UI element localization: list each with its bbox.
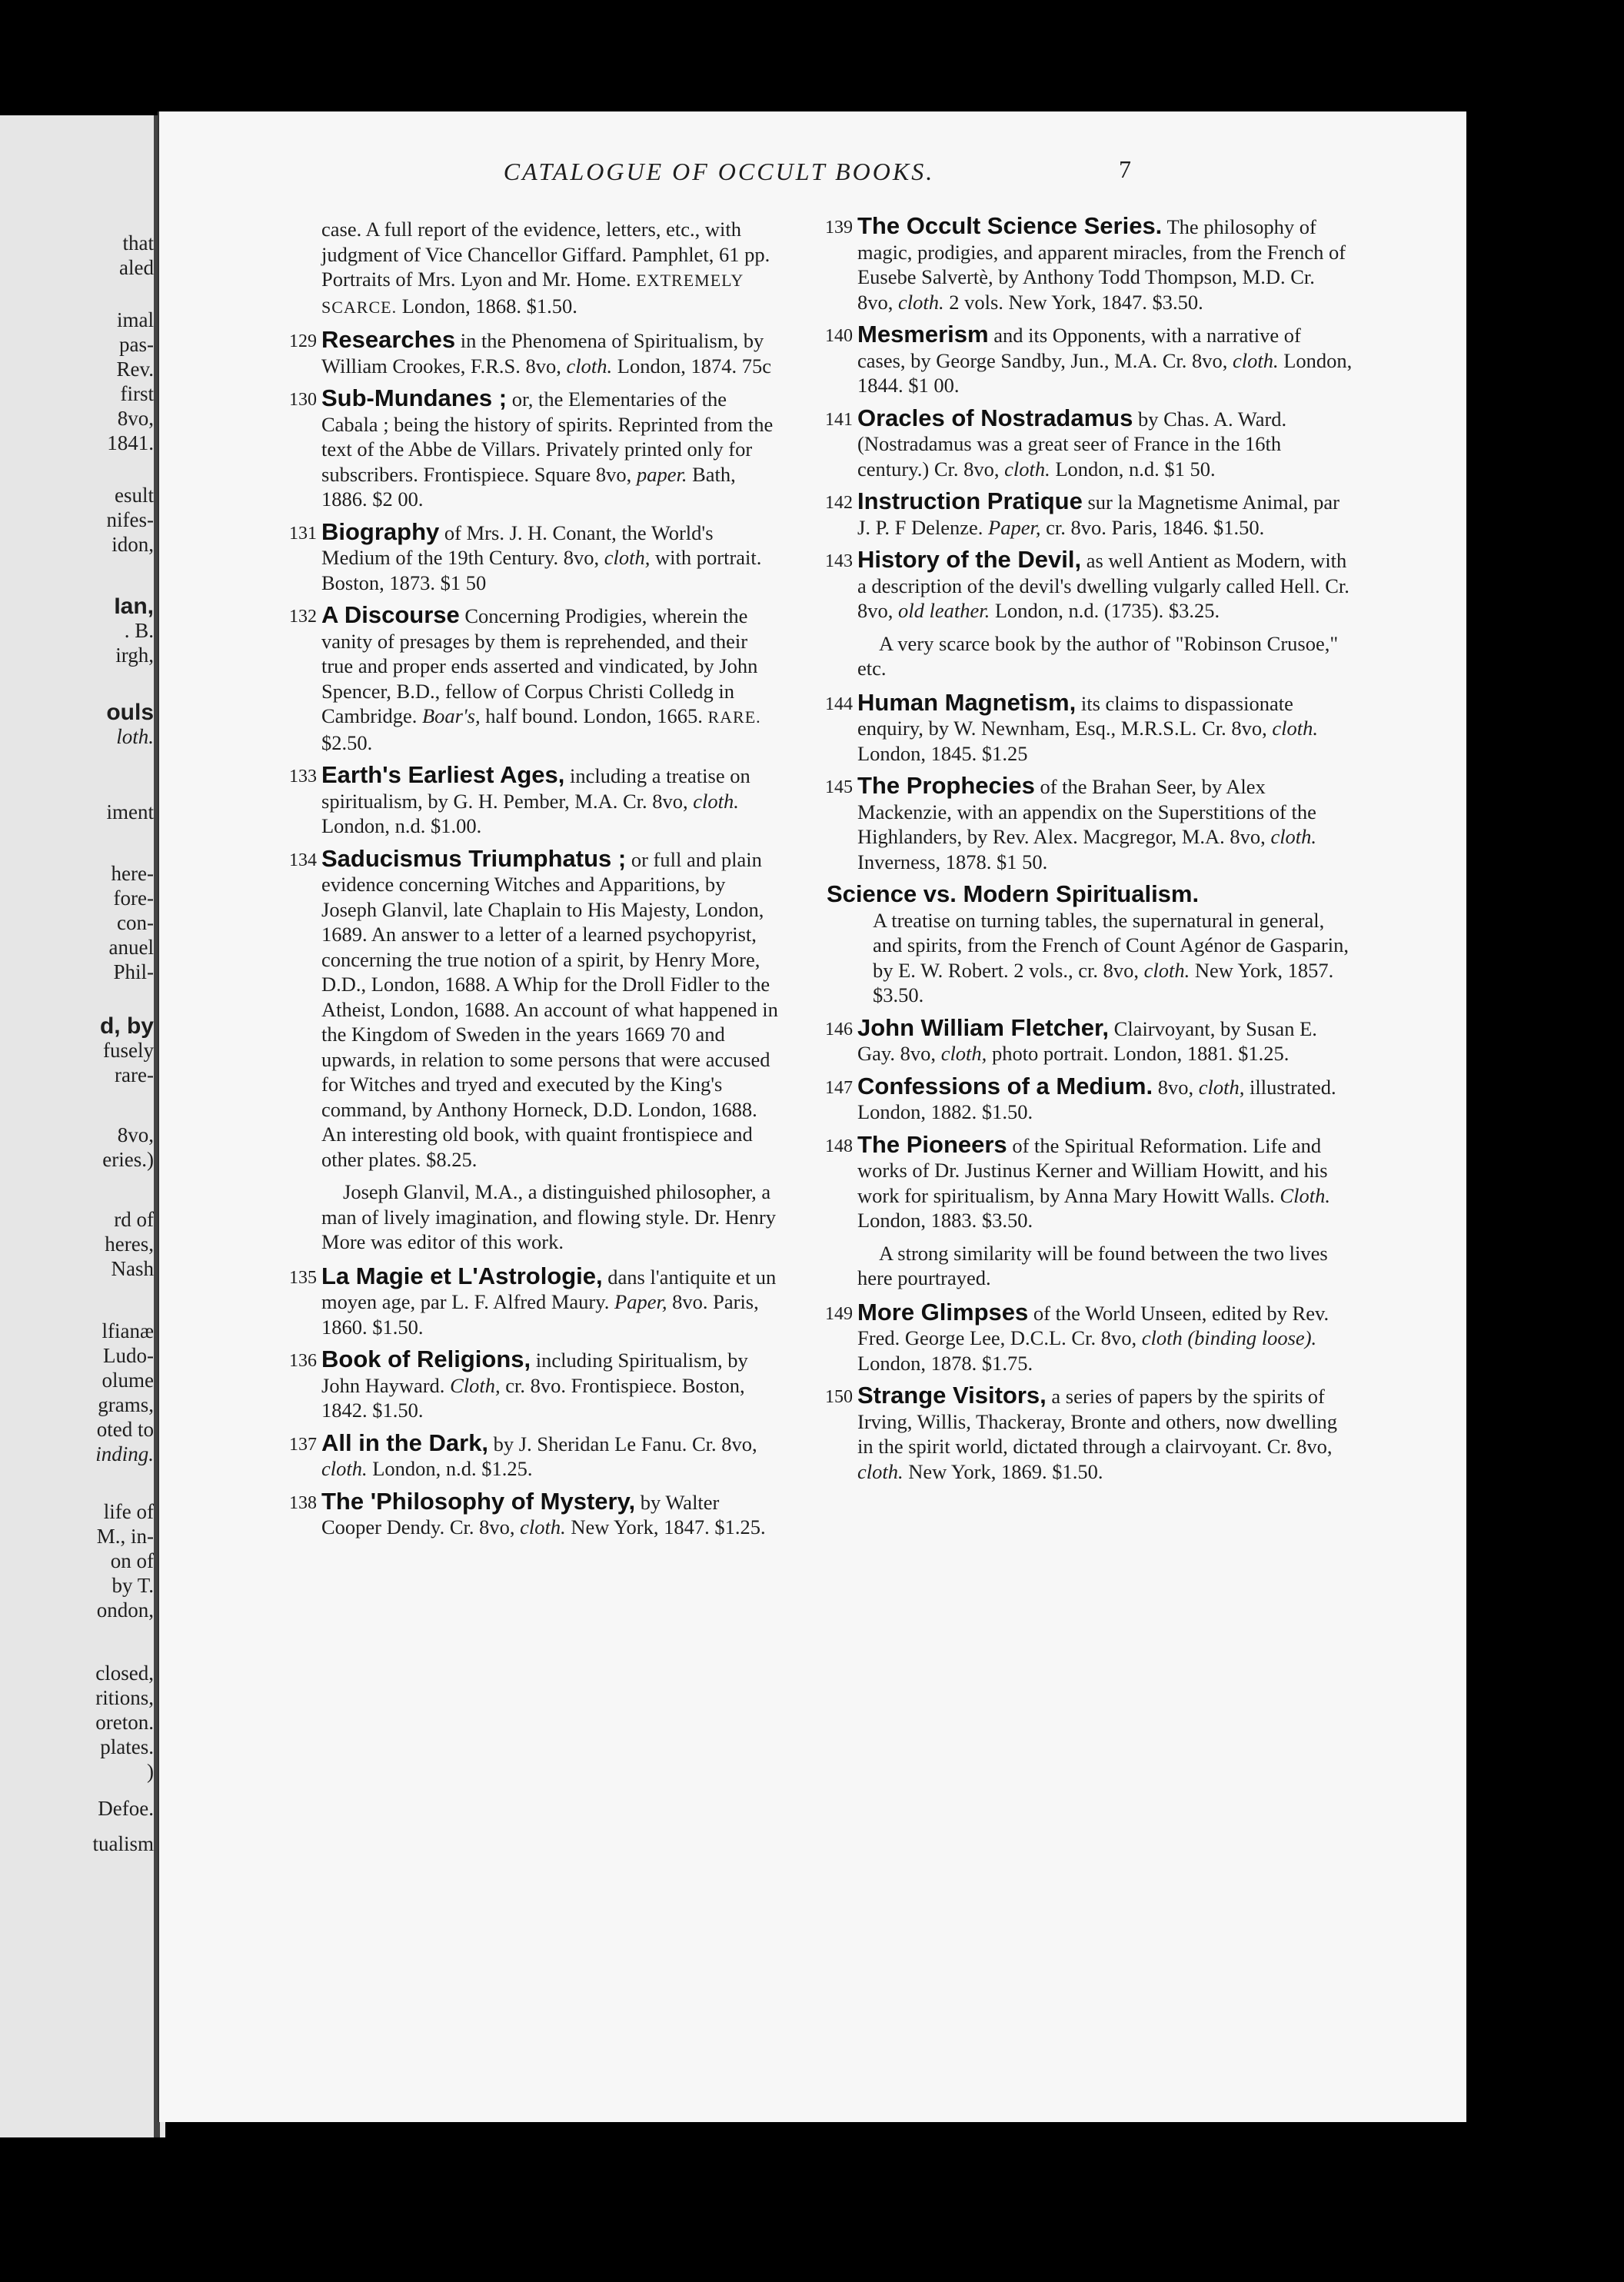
catalogue-entry-149	[825, 1298, 1353, 1376]
catalogue-entry-140	[825, 321, 1353, 398]
binding-format: Boar's,	[422, 704, 481, 727]
entry-number: 146	[825, 1019, 853, 1040]
entry-text: including a treatise on spiritualism, by G. H. Pember, M.A. Cr. 8vo,	[321, 764, 750, 813]
entry-text: its claims to dispassionate enquiry, by W. Newnham, Esq., M.R.S.L. Cr. 8vo,	[857, 691, 1293, 740]
facing-page-text: iment	[106, 800, 154, 823]
facing-page-text: olume	[102, 1369, 154, 1392]
entry-text: or, the Elementaries of the Cabala ; being the history of spirits. Reprinted from the text of the Abbe de Villars. Privately printed only for subscribers. Frontispiece. Square 8vo,	[321, 388, 774, 486]
entry-text: London, n.d. $1.25.	[372, 1457, 533, 1480]
entry-number: 144	[825, 694, 853, 714]
binding-format: cloth.	[898, 290, 944, 314]
entry-text: half bound. London, 1665.	[485, 704, 703, 727]
catalogue-note-148: A strong similarity will be found between the two lives here pourtrayed.	[857, 1241, 1328, 1289]
entry-number: 133	[289, 767, 317, 787]
entry-text: case. A full report of the evidence, letters, etc., with judgment of Vice Chancellor Giffard. Pamphlet, 61 pp. Portraits of Mrs. Lyon and Mr. Home.	[321, 218, 770, 291]
entry-title: La Magie et L'Astrologie,	[321, 1262, 603, 1289]
entry-text: by Walter Cooper Dendy. Cr. 8vo,	[321, 1490, 720, 1539]
catalogue-entry-148	[825, 1130, 1353, 1233]
catalogue-entry-science	[827, 882, 1353, 1008]
entry-number: 135	[289, 1267, 317, 1288]
binding-format: Cloth.	[1280, 1183, 1330, 1207]
binding-format: cloth,	[604, 546, 651, 569]
facing-page-text: irgh,	[115, 644, 154, 667]
entry-number: 132	[289, 607, 317, 627]
facing-page-text: M., in-	[96, 1525, 154, 1548]
facing-page-text: Ludo-	[103, 1344, 154, 1367]
entry-number: 147	[825, 1077, 853, 1098]
entry-title: Oracles of Nostradamus	[857, 404, 1133, 431]
catalogue-entry-134	[289, 844, 783, 1173]
entry-text: London, n.d. (1735). $3.25.	[994, 599, 1220, 622]
entry-text: 2 vols. New York, 1847. $3.50.	[949, 290, 1203, 314]
catalogue-entry-142	[825, 487, 1353, 540]
catalogue-entry-133	[289, 761, 783, 839]
facing-page-text: con-	[117, 911, 154, 934]
binding-format: cloth.	[1143, 958, 1190, 982]
entry-text: 8vo. Paris, 1860. $1.50.	[321, 1290, 759, 1339]
facing-page-text: grams,	[98, 1393, 154, 1416]
catalogue-entry-145	[825, 772, 1353, 874]
running-head: CATALOGUE OF OCCULT BOOKS.	[503, 158, 935, 185]
binding-format: paper.	[636, 462, 687, 486]
entry-text: in the Phenomena of Spiritualism, by William Crookes, F.R.S. 8vo,	[321, 329, 764, 378]
catalogue-entry-150	[825, 1382, 1353, 1484]
entry-title: Saducismus Triumphatus ;	[321, 844, 627, 872]
entry-text: of the Spiritual Reformation. Life and works of Dr. Justinus Kerner and William Howitt, and his work for spiritualism, by Anna Mary Howitt Walls.	[857, 1133, 1328, 1207]
catalogue-entry-143	[825, 546, 1353, 624]
entry-number: 149	[825, 1303, 853, 1324]
entry-number: 143	[825, 551, 853, 571]
entry-text: Bath, 1886. $2 00.	[321, 462, 736, 511]
catalogue-entry-132	[289, 601, 783, 755]
entry-text: New York, 1857. $3.50.	[873, 958, 1334, 1006]
entry-text: by Chas. A. Ward. (Nostradamus was a great seer of France in the 16th century.) Cr. 8vo,	[857, 407, 1287, 481]
catalogue-entry-136	[289, 1346, 783, 1423]
page-number: 7	[1119, 155, 1131, 183]
binding-format: cloth.	[321, 1457, 368, 1480]
facing-page-text: . B.	[124, 619, 154, 642]
facing-page-text: life of	[103, 1500, 154, 1523]
facing-page-text: )	[147, 1760, 154, 1783]
entry-text: as well Antient as Modern, with a description of the devil's dwelling vulgarly called Hell. Cr. 8vo,	[857, 549, 1349, 622]
entry-text: London, 1878. $1.75.	[857, 1351, 1033, 1375]
facing-page-text: plates.	[100, 1735, 154, 1758]
catalogue-entry-139	[825, 212, 1353, 314]
facing-page-text: idon,	[111, 533, 154, 556]
catalogue-entry-130	[289, 384, 783, 512]
entry-text: London, 1874. 75c	[617, 354, 771, 378]
entry-number: 139	[825, 218, 853, 238]
entry-text: A treatise on turning tables, the supernatural in general, and spirits, from the French of Count Agénor de Gasparin, by E. W. Robert. 2 vols., cr. 8vo,	[873, 908, 1349, 982]
facing-page-text: by T.	[111, 1574, 154, 1597]
entry-title: John William Fletcher,	[857, 1013, 1110, 1041]
left-column	[289, 217, 783, 1548]
catalogue-entry-144	[825, 688, 1353, 767]
catalogue-entry-138	[289, 1487, 783, 1540]
entry-title: All in the Dark,	[321, 1429, 489, 1456]
facing-page-text: 8vo,	[117, 407, 154, 430]
entry-text: including Spiritualism, by John Hayward.	[321, 1349, 748, 1397]
entry-text: Clairvoyant, by Susan E. Gay. 8vo,	[857, 1016, 1317, 1065]
facing-page-text: esult	[115, 484, 154, 507]
facing-page-text: rd of	[114, 1208, 154, 1231]
catalogue-note-134: Joseph Glanvil, M.A., a distinguished philosopher, a man of lively imagination, and flowing style. Dr. Henry More was editor of this work.	[321, 1180, 776, 1253]
facing-page-text: anuel	[108, 936, 154, 959]
entry-text: illustrated. London, 1882. $1.50.	[857, 1075, 1336, 1123]
catalogue-entry-147	[825, 1072, 1353, 1125]
binding-format: Paper,	[988, 515, 1041, 539]
binding-format: cloth.	[566, 354, 613, 378]
binding-format: Paper,	[614, 1290, 667, 1313]
facing-page-text: fusely	[103, 1039, 154, 1062]
catalogue-entry-continued	[321, 217, 783, 320]
entry-text: London, 1845. $1.25	[857, 741, 1028, 765]
binding-format: cloth.	[1233, 348, 1279, 372]
entry-number: 140	[825, 326, 853, 346]
entry-title: Biography	[321, 517, 440, 545]
entry-text: dans l'antiquite et un moyen age, par L. F. Alfred Maury.	[321, 1265, 777, 1313]
entry-title: Mesmerism	[857, 321, 989, 348]
entry-title: Researches	[321, 326, 456, 353]
facing-page-text: closed,	[95, 1662, 154, 1685]
entry-number: 138	[289, 1492, 317, 1513]
catalogue-entry-141	[825, 404, 1353, 482]
facing-page-text: tualism	[92, 1832, 154, 1855]
entry-title: Science vs. Modern Spiritualism.	[827, 880, 1200, 907]
facing-page-text: aled	[119, 256, 154, 279]
entry-title: Book of Religions,	[321, 1346, 531, 1372]
entry-text: cr. 8vo. Frontispiece. Boston, 1842. $1.50.	[321, 1373, 745, 1422]
facing-page-text: ondon,	[96, 1598, 154, 1622]
entry-text: by J. Sheridan Le Fanu. Cr. 8vo,	[493, 1432, 757, 1455]
entry-text: of the World Unseen, edited by Rev. Fred. George Lee, D.C.L. Cr. 8vo,	[857, 1301, 1329, 1349]
entry-number: 137	[289, 1434, 317, 1455]
binding-format: cloth.	[1004, 457, 1050, 481]
entry-title: Confessions of a Medium.	[857, 1072, 1153, 1099]
entry-title: Sub-Mundanes ;	[321, 384, 508, 411]
entry-number: 142	[825, 493, 853, 513]
rarity-note: EXTREMELY SCARCE.	[321, 271, 744, 317]
binding-format: cloth.	[857, 1459, 904, 1483]
rarity-note: RARE.	[707, 707, 761, 727]
binding-format: cloth.	[1272, 717, 1318, 740]
entry-text: London, n.d. $1.00.	[321, 814, 482, 837]
entry-title: The Occult Science Series.	[857, 212, 1163, 239]
binding-format: cloth.	[1270, 825, 1317, 848]
catalogue-entry-137	[289, 1429, 783, 1482]
binding-format: cloth.	[693, 789, 739, 813]
entry-number: 136	[289, 1351, 317, 1371]
entry-number: 130	[289, 390, 317, 410]
binding-format: cloth.	[520, 1515, 566, 1539]
facing-page-text: eries.)	[102, 1148, 154, 1171]
facing-page-text: Nash	[111, 1257, 154, 1280]
entry-title: History of the Devil,	[857, 546, 1082, 573]
entry-number: 129	[289, 331, 317, 351]
facing-page-text: loth.	[116, 725, 154, 748]
entry-text: Inverness, 1878. $1 50.	[857, 850, 1048, 873]
entry-number: 141	[825, 409, 853, 430]
entry-body	[827, 908, 1353, 1008]
facing-page-text: oted to	[96, 1418, 154, 1441]
facing-page-text: first	[120, 382, 154, 405]
facing-page-text: Ian,	[114, 594, 154, 619]
entry-text: London, 1883. $3.50.	[857, 1209, 1033, 1232]
facing-page-text: lfianæ	[102, 1319, 154, 1342]
entry-text: of the Brahan Seer, by Alex Mackenzie, with an appendix on the Superstitions of the Highlanders, by Rev. Alex. Macgregor, M.A. 8vo,	[857, 775, 1316, 848]
facing-page-text: fore-	[113, 887, 154, 910]
facing-page-fragment	[0, 115, 165, 2137]
entry-title: The Pioneers	[857, 1130, 1007, 1158]
facing-page-text: heres,	[105, 1232, 154, 1256]
facing-page-text: inding.	[95, 1442, 154, 1465]
facing-page-text: rare-	[115, 1063, 154, 1086]
entry-title: The Prophecies	[857, 772, 1035, 799]
entry-title: Strange Visitors,	[857, 1382, 1047, 1409]
entry-text: sur la Magnetisme Animal, par J. P. F Delenze.	[857, 491, 1339, 539]
entry-text: London, n.d. $1 50.	[1055, 457, 1216, 481]
entry-number: 150	[825, 1387, 853, 1407]
binding-format: Cloth,	[450, 1373, 501, 1397]
entry-text: of Mrs. J. H. Conant, the World's Medium of the 19th Century. 8vo,	[321, 521, 714, 569]
catalogue-note-143: A very scarce book by the author of "Robinson Crusoe," etc.	[857, 631, 1339, 680]
entry-text: Concerning Prodigies, wherein the vanity of presages by them is reprehended, and their true and proper ends asserted and vindicated, by John Spencer, B.D., fellow of Corpus Christi Colledg in Cambridge.	[321, 604, 758, 727]
entry-text: 8vo,	[1157, 1075, 1194, 1099]
facing-page-text: oreton.	[95, 1711, 154, 1734]
entry-text: New York, 1869. $1.50.	[908, 1459, 1103, 1483]
binding-format: cloth (binding loose).	[1141, 1326, 1317, 1349]
facing-page-text: ritions,	[95, 1686, 154, 1709]
facing-page-text: d, by	[99, 1013, 154, 1039]
entry-text: with portrait. Boston, 1873. $1 50	[321, 546, 762, 594]
entry-text: New York, 1847. $1.25.	[571, 1515, 766, 1539]
binding-format: cloth,	[1198, 1075, 1245, 1099]
entry-title: The 'Philosophy of Mystery,	[321, 1487, 636, 1515]
facing-page-text: Defoe.	[98, 1797, 154, 1820]
catalogue-entry-135	[289, 1262, 783, 1340]
entry-number: 145	[825, 777, 853, 797]
catalogue-entry-131	[289, 517, 783, 596]
right-column	[825, 212, 1353, 1492]
facing-page-text: imal	[117, 308, 154, 331]
entry-title: Earth's Earliest Ages,	[321, 761, 565, 788]
facing-page-text: nifes-	[106, 508, 154, 531]
entry-text: cr. 8vo. Paris, 1846. $1.50.	[1046, 515, 1265, 539]
entry-text: or full and plain evidence concerning Witches and Apparitions, by Joseph Glanvil, late Chaplain to His Majesty, London, 1689. An answer to a letter of a learned psychopyrist, concerning the true notion of a spirit, by Henry More, D.D., London, 1688. A Whip for the Droll Fidler to the Atheist, London, 1688. An account of what happened in the Kingdom of Sweden in the years 1669 70 and upwards, in relation to some persons that were accused for Witches and tryed and executed by the King's command, by Anthony Horneck, D.D. London, 1688. An interesting old book, with quaint frontispiece and other plates. $8.25.	[321, 847, 778, 1171]
entry-text: $2.50.	[321, 730, 373, 754]
entry-title: More Glimpses	[857, 1298, 1029, 1326]
facing-page-text: ouls	[106, 700, 154, 725]
entry-text: photo portrait. London, 1881. $1.25.	[991, 1042, 1290, 1065]
facing-page-text: Phil-	[113, 960, 154, 983]
entry-title: A Discourse	[321, 601, 460, 628]
facing-page-text: Rev.	[116, 358, 154, 381]
facing-page-text: 8vo,	[117, 1123, 154, 1146]
facing-page-text: that	[122, 231, 154, 254]
entry-number: 148	[825, 1136, 853, 1156]
facing-page-text: pas-	[119, 333, 154, 356]
entry-title: Human Magnetism,	[857, 688, 1077, 716]
entry-text: London, 1844. $1 00.	[857, 348, 1353, 397]
entry-number: 131	[289, 523, 317, 544]
catalogue-entry-146	[825, 1013, 1353, 1066]
entry-text: The philosophy of magic, prodigies, and apparent miracles, from the French of Eusebe Salvertè, by Anthony Todd Thompson, M.D. Cr. 8vo,	[857, 215, 1346, 314]
catalogue-entry-129	[289, 326, 783, 378]
facing-page-text: on of	[110, 1549, 154, 1572]
binding-format: old leather.	[898, 599, 990, 622]
entry-number: 134	[289, 850, 317, 870]
facing-page-text: here-	[111, 862, 154, 885]
binding-format: cloth,	[940, 1042, 987, 1065]
entry-text: a series of papers by the spirits of Irving, Willis, Thackeray, Bronte and others, now dwelling in the spirit world, dictated through a clairvoyant. Cr. 8vo,	[857, 1385, 1338, 1458]
entry-text: and its Opponents, with a narrative of cases, by George Sandby, Jun., M.A. Cr. 8vo,	[857, 324, 1301, 372]
entry-title: Instruction Pratique	[857, 487, 1083, 514]
entry-text: London, 1868. $1.50.	[401, 294, 577, 318]
facing-page-text: 1841.	[107, 431, 154, 454]
